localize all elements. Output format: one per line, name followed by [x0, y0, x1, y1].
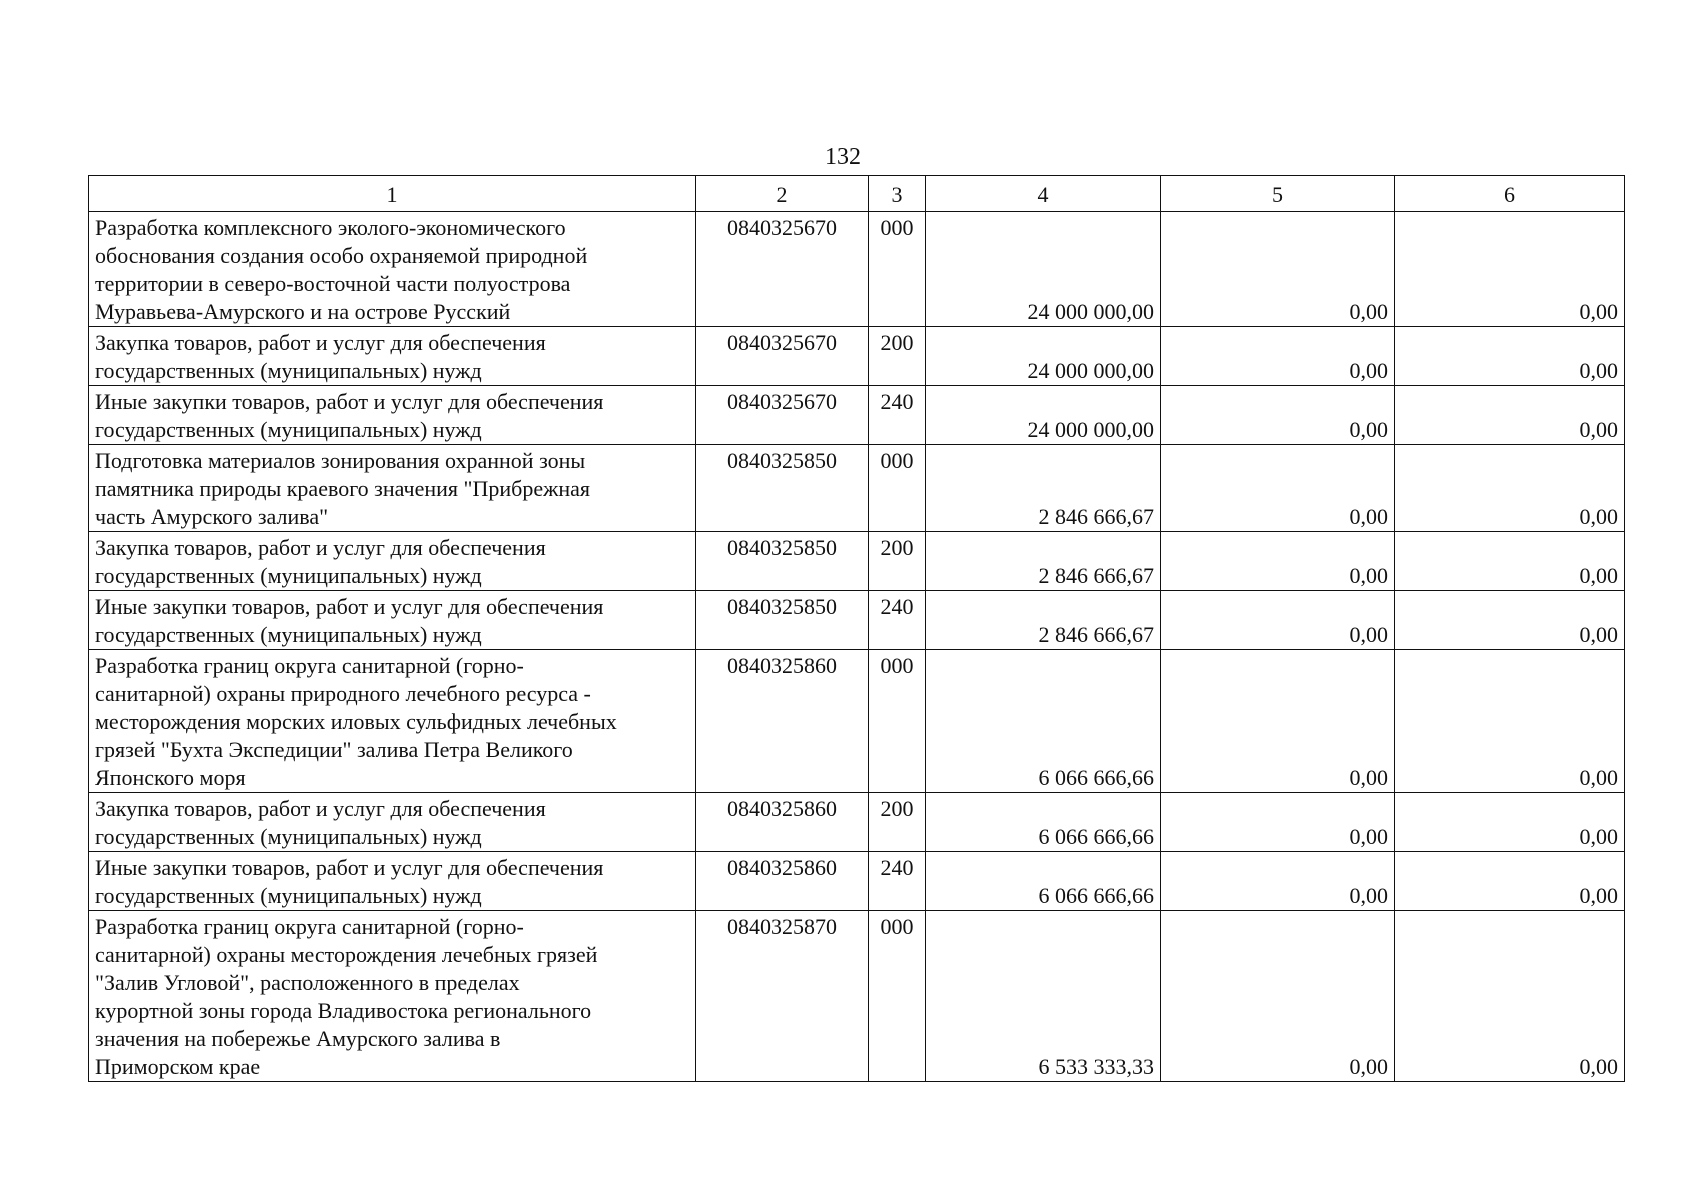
row-type	[869, 445, 926, 532]
header-cell-4: 4	[926, 176, 1161, 212]
table-header-row	[89, 176, 1625, 212]
row-amount-5	[1161, 911, 1395, 1082]
row-type-text: 000	[880, 914, 914, 939]
row-description	[89, 650, 696, 793]
row-amount-6	[1395, 591, 1625, 650]
row-amount-6-text: 0,00	[1579, 824, 1618, 849]
row-type-text: 200	[880, 796, 914, 821]
row-code	[696, 445, 869, 532]
row-type-text: 200	[880, 330, 914, 355]
row-amount-4	[926, 793, 1161, 852]
header-cell-2: 2	[696, 176, 869, 212]
row-description	[89, 386, 696, 445]
row-amount-6	[1395, 532, 1625, 591]
row-type-text: 240	[880, 594, 914, 619]
row-amount-5	[1161, 212, 1395, 327]
row-amount-5-text: 0,00	[1349, 622, 1388, 647]
row-description-text: Закупка товаров, работ и услуг для обеспечения государственных (муниципальных) нужд	[95, 796, 546, 849]
row-amount-6	[1395, 650, 1625, 793]
row-code	[696, 650, 869, 793]
row-code-text: 0840325670	[727, 330, 837, 355]
table-row	[89, 212, 1625, 327]
row-description-text: Иные закупки товаров, работ и услуг для обеспечения государственных (муниципальных) нужд	[95, 855, 604, 908]
row-code-text: 0840325670	[727, 215, 837, 240]
row-type	[869, 852, 926, 911]
row-code-text: 0840325850	[727, 448, 837, 473]
row-code-text: 0840325850	[727, 594, 837, 619]
row-amount-5-text: 0,00	[1349, 504, 1388, 529]
row-amount-5	[1161, 793, 1395, 852]
row-amount-5-text: 0,00	[1349, 563, 1388, 588]
row-description	[89, 911, 696, 1082]
row-code	[696, 386, 869, 445]
row-amount-4-text: 6 533 333,33	[1038, 1054, 1154, 1079]
row-type-text: 200	[880, 535, 914, 560]
row-amount-4-text: 2 846 666,67	[1038, 563, 1154, 588]
row-amount-6	[1395, 852, 1625, 911]
table-row	[89, 650, 1625, 793]
row-description-text: Иные закупки товаров, работ и услуг для обеспечения государственных (муниципальных) нужд	[95, 594, 604, 647]
row-code-text: 0840325870	[727, 914, 837, 939]
row-description-text: Иные закупки товаров, работ и услуг для обеспечения государственных (муниципальных) нужд	[95, 389, 604, 442]
row-amount-6-text: 0,00	[1579, 358, 1618, 383]
row-type-text: 240	[880, 855, 914, 880]
row-amount-6-text: 0,00	[1579, 563, 1618, 588]
row-type	[869, 650, 926, 793]
row-type	[869, 911, 926, 1082]
row-amount-5	[1161, 386, 1395, 445]
row-amount-6	[1395, 327, 1625, 386]
row-amount-5	[1161, 852, 1395, 911]
row-type-text: 240	[880, 389, 914, 414]
row-description-text: Разработка границ округа санитарной (горно- санитарной) охраны месторождения лечебных грязей "Залив Угловой", расположенного в пределах курортной зоны города Владивостока регионального значения на побережье Амурского залива в Приморском крае	[95, 914, 598, 1079]
row-amount-5	[1161, 445, 1395, 532]
row-code	[696, 327, 869, 386]
table-row	[89, 591, 1625, 650]
row-amount-4-text: 6 066 666,66	[1038, 824, 1154, 849]
row-type	[869, 212, 926, 327]
row-description	[89, 591, 696, 650]
row-amount-4	[926, 445, 1161, 532]
table-row	[89, 911, 1625, 1082]
row-code	[696, 591, 869, 650]
row-code-text: 0840325850	[727, 535, 837, 560]
row-amount-6-text: 0,00	[1579, 417, 1618, 442]
row-code	[696, 852, 869, 911]
row-description-text: Подготовка материалов зонирования охранной зоны памятника природы краевого значения "Прибрежная часть Амурского залива"	[95, 448, 590, 529]
row-amount-5	[1161, 591, 1395, 650]
budget-table-body	[89, 176, 1625, 1082]
row-amount-5-text: 0,00	[1349, 299, 1388, 324]
row-amount-5-text: 0,00	[1349, 1054, 1388, 1079]
row-amount-6	[1395, 793, 1625, 852]
row-amount-4	[926, 532, 1161, 591]
row-amount-6	[1395, 212, 1625, 327]
row-description	[89, 793, 696, 852]
row-type	[869, 793, 926, 852]
row-amount-4-text: 24 000 000,00	[1027, 417, 1154, 442]
row-amount-6-text: 0,00	[1579, 1054, 1618, 1079]
row-type	[869, 327, 926, 386]
table-row	[89, 532, 1625, 591]
row-description-text: Разработка границ округа санитарной (горно- санитарной) охраны природного лечебного ресурса - месторождения морских иловых сульфидных лечебных грязей "Бухта Экспедиции" залива Петра Великого Японского моря	[95, 653, 617, 790]
row-amount-4-text: 6 066 666,66	[1038, 883, 1154, 908]
table-row	[89, 386, 1625, 445]
row-code	[696, 793, 869, 852]
row-code-text: 0840325670	[727, 389, 837, 414]
header-cell-5: 5	[1161, 176, 1395, 212]
header-cell-6: 6	[1395, 176, 1625, 212]
row-description-text: Закупка товаров, работ и услуг для обеспечения государственных (муниципальных) нужд	[95, 535, 546, 588]
row-code	[696, 212, 869, 327]
row-amount-6-text: 0,00	[1579, 883, 1618, 908]
row-amount-5-text: 0,00	[1349, 417, 1388, 442]
row-amount-6-text: 0,00	[1579, 299, 1618, 324]
row-amount-5	[1161, 532, 1395, 591]
row-amount-6-text: 0,00	[1579, 622, 1618, 647]
row-code	[696, 911, 869, 1082]
row-amount-5	[1161, 327, 1395, 386]
row-amount-4	[926, 386, 1161, 445]
table-row	[89, 445, 1625, 532]
row-amount-6	[1395, 445, 1625, 532]
row-amount-4	[926, 327, 1161, 386]
row-type-text: 000	[880, 215, 914, 240]
row-amount-4	[926, 650, 1161, 793]
table-row	[89, 793, 1625, 852]
row-amount-4-text: 2 846 666,67	[1038, 622, 1154, 647]
row-amount-4-text: 2 846 666,67	[1038, 504, 1154, 529]
row-type-text: 000	[880, 653, 914, 678]
page-number: 132	[825, 144, 861, 170]
row-amount-4	[926, 852, 1161, 911]
row-amount-6-text: 0,00	[1579, 765, 1618, 790]
row-type	[869, 386, 926, 445]
row-amount-5-text: 0,00	[1349, 358, 1388, 383]
header-cell-1: 1	[89, 176, 696, 212]
row-amount-6	[1395, 386, 1625, 445]
row-code	[696, 532, 869, 591]
row-description	[89, 532, 696, 591]
row-amount-4-text: 6 066 666,66	[1038, 765, 1154, 790]
row-amount-6	[1395, 911, 1625, 1082]
row-description-text: Разработка комплексного эколого-экономического обоснования создания особо охраняемой природной территории в северо-восточной части полуострова Муравьева-Амурского и на острове Русский	[95, 215, 588, 324]
row-amount-5-text: 0,00	[1349, 883, 1388, 908]
row-code-text: 0840325860	[727, 796, 837, 821]
table-row	[89, 852, 1625, 911]
header-cell-3: 3	[869, 176, 926, 212]
row-amount-5	[1161, 650, 1395, 793]
row-amount-4	[926, 591, 1161, 650]
row-amount-4-text: 24 000 000,00	[1027, 358, 1154, 383]
row-description	[89, 445, 696, 532]
budget-table	[88, 175, 1625, 1082]
row-amount-5-text: 0,00	[1349, 824, 1388, 849]
row-description	[89, 852, 696, 911]
row-type-text: 000	[880, 448, 914, 473]
table-row	[89, 327, 1625, 386]
row-description	[89, 327, 696, 386]
row-description-text: Закупка товаров, работ и услуг для обеспечения государственных (муниципальных) нужд	[95, 330, 546, 383]
row-amount-4	[926, 911, 1161, 1082]
row-description	[89, 212, 696, 327]
row-code-text: 0840325860	[727, 653, 837, 678]
row-type	[869, 532, 926, 591]
row-type	[869, 591, 926, 650]
row-amount-4	[926, 212, 1161, 327]
row-amount-6-text: 0,00	[1579, 504, 1618, 529]
row-code-text: 0840325860	[727, 855, 837, 880]
row-amount-5-text: 0,00	[1349, 765, 1388, 790]
row-amount-4-text: 24 000 000,00	[1027, 299, 1154, 324]
